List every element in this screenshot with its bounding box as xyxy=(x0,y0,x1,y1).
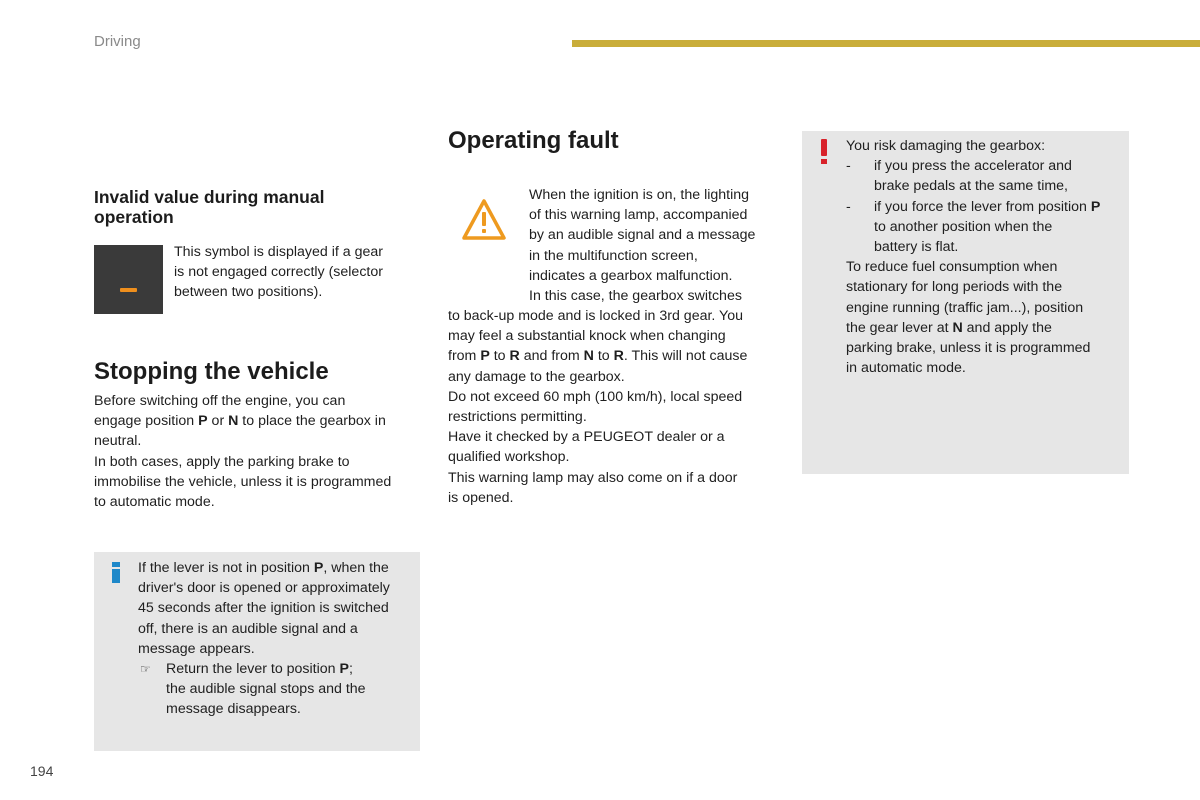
text-line: In this case, the gearbox switches xyxy=(529,288,742,305)
text-line: by an audible signal and a message xyxy=(529,227,756,244)
text-line: restrictions permitting. xyxy=(448,409,587,426)
text-line: stationary for long periods with the xyxy=(846,279,1063,296)
info-note-text xyxy=(138,558,418,720)
stopping-vehicle-heading: Stopping the vehicle xyxy=(94,358,329,385)
text-line: Before switching off the engine, you can xyxy=(94,393,346,409)
text-line: if you force the lever from position P xyxy=(874,198,1101,215)
info-note-box xyxy=(94,552,420,751)
text-line: neutral. xyxy=(94,433,142,450)
text-line: to another position when the xyxy=(874,218,1053,235)
text-line: is not engaged correctly (selector xyxy=(174,264,383,281)
exclamation-icon xyxy=(818,139,830,165)
text-line: engine running (traffic jam...), position xyxy=(846,299,1084,316)
operating-fault-text xyxy=(448,306,788,508)
caution-bullet xyxy=(846,197,1128,258)
info-icon xyxy=(110,560,122,586)
text-line: off, there is an audible signal and a xyxy=(138,620,358,637)
text-line: battery is flat. xyxy=(874,239,959,256)
section-label: Driving xyxy=(94,33,141,50)
dash-marker: - xyxy=(846,198,851,215)
text-line: to back-up mode and is locked in 3rd gear. You xyxy=(448,308,743,324)
text-line: Have it checked by a PEUGEOT dealer or a xyxy=(448,429,725,446)
text-line: When the ignition is on, the lighting xyxy=(529,187,750,203)
caution-bullet xyxy=(846,156,1128,196)
text-line: to automatic mode. xyxy=(94,494,215,511)
text-line: Return the lever to position P; xyxy=(166,661,353,678)
text-line: To reduce fuel consumption when xyxy=(846,259,1058,276)
text-line: qualified workshop. xyxy=(448,449,570,466)
text-line: parking brake, unless it is programmed xyxy=(846,340,1091,357)
text-line: In both cases, apply the parking brake to xyxy=(94,453,350,470)
warning-triangle-icon xyxy=(460,197,508,243)
invalid-value-heading xyxy=(94,187,414,227)
text-line: between two positions). xyxy=(174,284,323,301)
warning-lamp-description xyxy=(529,185,789,306)
text-line: may feel a substantial knock when changing xyxy=(448,328,726,345)
text-line: indicates a gearbox malfunction. xyxy=(529,267,733,284)
text-line: If the lever is not in position P, when the xyxy=(138,560,389,576)
info-bullet xyxy=(138,659,418,720)
gear-not-engaged-symbol xyxy=(94,245,163,314)
text-line: You risk damaging the gearbox: xyxy=(846,138,1046,154)
text-line: driver's door is opened or approximately xyxy=(138,580,390,597)
invalid-value-heading-line: Invalid value during manual xyxy=(94,187,325,207)
text-line: message disappears. xyxy=(166,701,301,718)
text-line: in the multifunction screen, xyxy=(529,247,698,264)
text-line: any damage to the gearbox. xyxy=(448,368,625,385)
invalid-value-heading-line: operation xyxy=(94,207,174,227)
text-line: This warning lamp may also come on if a door xyxy=(448,469,738,486)
stopping-vehicle-text xyxy=(94,391,424,512)
text-line: 45 seconds after the ignition is switched xyxy=(138,600,389,617)
text-line: This symbol is displayed if a gear xyxy=(174,244,383,260)
dash-marker: - xyxy=(846,158,851,175)
caution-note-box xyxy=(802,131,1129,474)
text-line: message appears. xyxy=(138,640,255,657)
caution-note-text xyxy=(846,136,1128,378)
text-line: of this warning lamp, accompanied xyxy=(529,207,748,224)
page-number: 194 xyxy=(30,763,54,779)
text-line: engage position P or N to place the gearbox in xyxy=(94,413,386,430)
text-line: from P to R and from N to R. This will not cause xyxy=(448,348,748,365)
text-line: if you press the accelerator and xyxy=(874,158,1072,175)
operating-fault-heading: Operating fault xyxy=(448,127,619,154)
text-line: immobilise the vehicle, unless it is programmed xyxy=(94,473,392,490)
symbol-description xyxy=(174,242,424,303)
text-line: the gear lever at N and apply the xyxy=(846,319,1052,336)
text-line: Do not exceed 60 mph (100 km/h), local speed xyxy=(448,388,743,405)
pointing-hand-icon: ☞ xyxy=(140,662,151,677)
dash-indicator-icon xyxy=(120,288,137,292)
text-line: in automatic mode. xyxy=(846,360,966,377)
header-accent-bar xyxy=(572,40,1200,47)
text-line: is opened. xyxy=(448,489,514,506)
text-line: the audible signal stops and the xyxy=(166,681,366,698)
text-line: brake pedals at the same time, xyxy=(874,178,1068,195)
